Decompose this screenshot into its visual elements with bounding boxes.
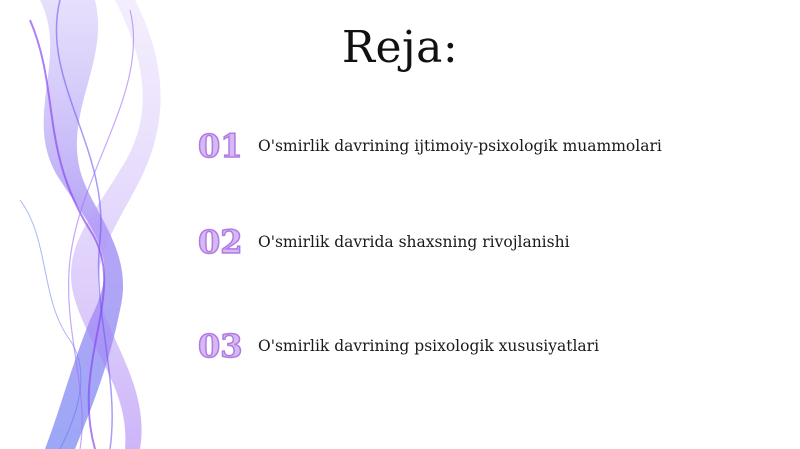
item-number: 02 [198, 223, 243, 261]
item-number: 01 [198, 127, 243, 165]
slide-title: Reja: [341, 22, 459, 73]
purple-smoke-decoration [0, 0, 200, 449]
list-item [198, 124, 778, 168]
list-item [198, 324, 778, 368]
item-number: 03 [198, 327, 243, 365]
list-item [198, 220, 778, 264]
item-text: O'smirlik davrining psixologik xususiyatlari [258, 337, 600, 355]
item-text: O'smirlik davrining ijtimoiy-psixologik muammolari [258, 137, 662, 155]
item-text: O'smirlik davrida shaxsning rivojlanishi [258, 233, 570, 251]
